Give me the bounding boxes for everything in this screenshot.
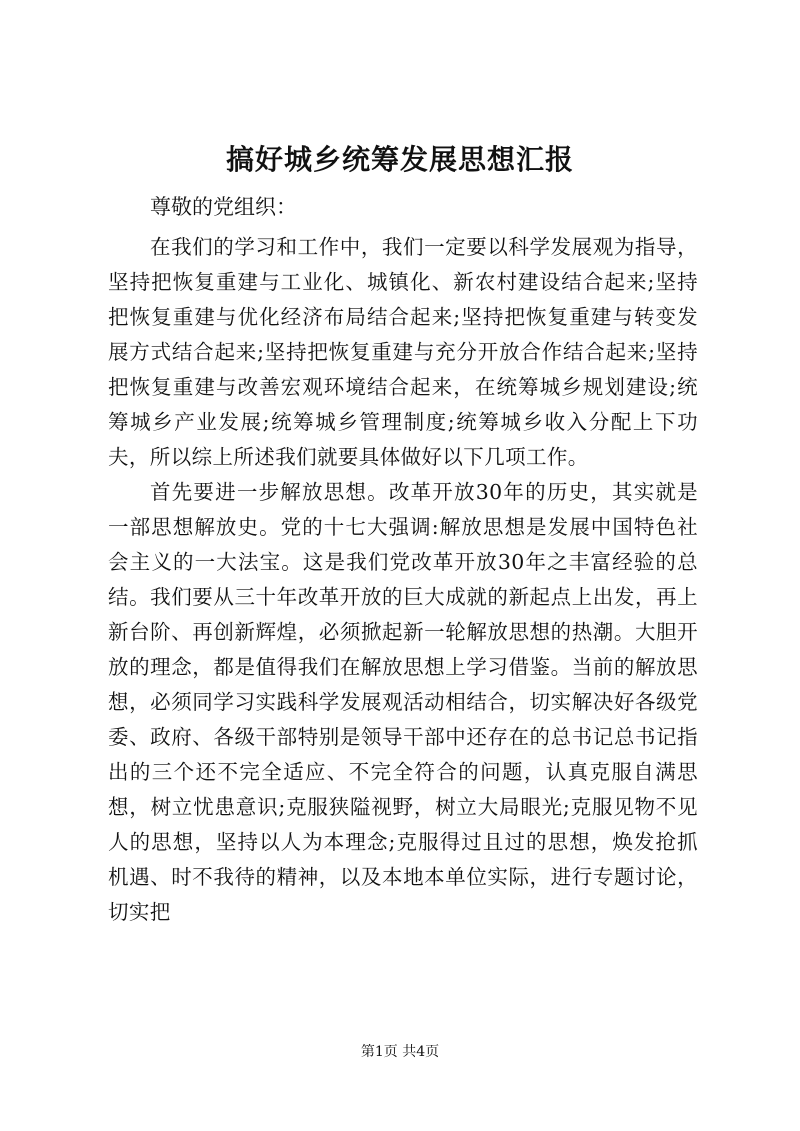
document-title: 搞好城乡统筹发展思想汇报 (225, 143, 574, 176)
document-body (108, 230, 698, 930)
paragraph-1: 在我们的学习和工作中，我们一定要以科学发展观为指导，坚持把恢复重建与工业化、城镇化、新农村建设结合起来;坚持把恢复重建与优化经济布局结合起来;坚持把恢复重建与转变发展方式结合起来;坚持把恢复重建与充分开放合作结合起来;坚持把恢复重建与改善宏观环境结合起来，在统筹城乡规划建设;统筹城乡产业发展;统筹城乡管理制度;统筹城乡收入分配上下功夫，所以综上所述我们就要具体做好以下几项工作。 (108, 235, 698, 469)
paragraph-2: 首先要进一步解放思想。改革开放30年的历史，其实就是一部思想解放史。党的十七大强调:解放思想是发展中国特色社会主义的一大法宝。这是我们党改革开放30年之丰富经验的总结。我们要从三十年改革开放的巨大成就的新起点上出发，再上新台阶、再创新辉煌，必须掀起新一轮解放思想的热潮。大胆开放的理念，都是值得我们在解放思想上学习借鉴。当前的解放思想，必须同学习实践科学发展观活动相结合，切实解决好各级党委、政府、各级干部特别是领导干部中还存在的总书记总书记指出的三个还不完全适应、不完全符合的问题，认真克服自满思想，树立忧患意识;克服狭隘视野，树立大局眼光;克服见物不见人的思想，坚持以人为本理念;克服得过且过的思想，焕发抢抓机遇、时不我待的精神，以及本地本单位实际，进行专题讨论，切实把 (108, 480, 698, 924)
page-footer: 第1页 共4页 (360, 1044, 440, 1060)
salutation: 尊敬的党组织： (150, 195, 297, 219)
